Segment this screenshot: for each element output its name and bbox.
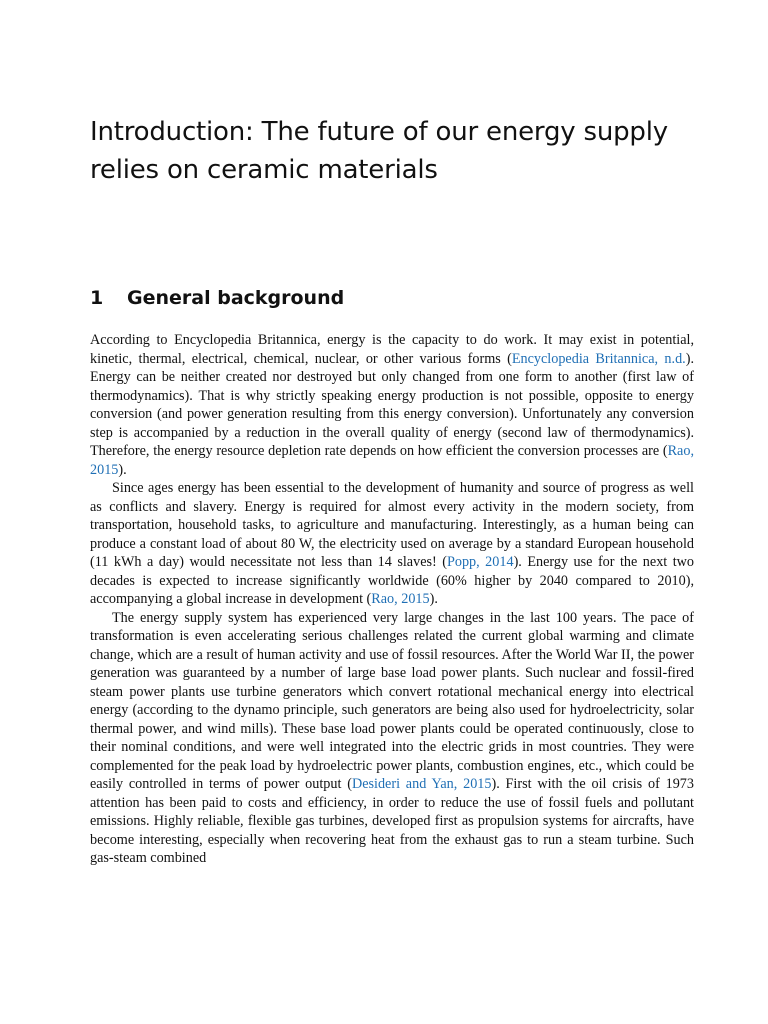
citation-link[interactable]: Rao, 2015: [371, 591, 430, 607]
body-text: [90, 331, 694, 868]
text-run: Since ages energy has been essential to the development of humanity and source of progress as well as conflicts and slavery. Energy is required for almost every activity in the modern society, from transportation, household tasks, to agriculture and manufacturing. Interestingly, as a human being can produce a constant load of about 80 W, the electricity used on average by a standard European household (11 kWh a day) would necessitate not less than 14 slaves! (: [90, 480, 694, 570]
paragraph-3: [90, 609, 694, 868]
text-run: ). First with the oil crisis of 1973 attention has been paid to costs and efficiency, in order to reduce the use of fossil fuels and pollutant emissions. Highly reliable, flexible gas turbines, developed first as propulsion systems for aircrafts, have become interesting, especially when recovering heat from the exhaust gas to run a steam turbine. Such gas-steam combined: [90, 776, 694, 866]
section-heading: [90, 284, 344, 312]
chapter-title: Introduction: The future of our energy supply relies on ceramic materials: [90, 117, 668, 185]
text-run: ).: [429, 591, 438, 607]
paragraph-2: [90, 479, 694, 609]
text-run: According to Encyclopedia Britannica, energy is the capacity to do work. It may exist in potential, kinetic, thermal, electrical, chemical, nuclear, or other various forms (: [90, 332, 694, 367]
citation-link[interactable]: Rao, 2015: [90, 443, 694, 478]
text-run: The energy supply system has experienced very large changes in the last 100 years. The pace of transformation is even accelerating serious challenges related the current global warming and climate change, which are a result of human activity and use of fossil resources. After the World War II, the power generation was guaranteed by a number of large base load power plants. Such nuclear and fossil-fired steam power plants use turbine generators which convert rotational mechanical energy into electrical energy (according to the dynamo principle, such generators are being also used for hydroelectricity, solar thermal power, and wind mills). These base load power plants could be operated continuously, close to their nominal conditions, and were well integrated into the electric grids in most countries. They were complemented for the peak load by hydroelectric power plants, combustion engines, etc., which could be easily controlled in terms of power output (: [90, 609, 694, 792]
text-run: ). Energy use for the next two decades is expected to increase significantly worldwide (60% higher by 2040 compared to 2010), accompanying a global increase in development (: [90, 554, 695, 607]
section-number: 1: [90, 287, 104, 309]
text-run: ). Energy can be neither created nor destroyed but only changed from one form to another (first law of thermodynamics). That is why strictly speaking energy production is not possible, opposite to energy conversion (and power generation resulting from this energy conversion). Unfortunately any conversion step is accompanied by a reduction in the overall quality of energy (second law of thermodynamics). Therefore, the energy resource depletion rate depends on how efficient the conversion processes are (: [90, 350, 694, 459]
text-run: ).: [118, 461, 127, 478]
paragraph-1: [90, 331, 694, 479]
section-title: General background: [127, 287, 345, 309]
citation-link[interactable]: Desideri and Yan, 2015: [351, 776, 492, 792]
citation-link[interactable]: Popp, 2014: [446, 554, 514, 570]
citation-link[interactable]: Encyclopedia Britannica, n.d.: [511, 350, 686, 367]
